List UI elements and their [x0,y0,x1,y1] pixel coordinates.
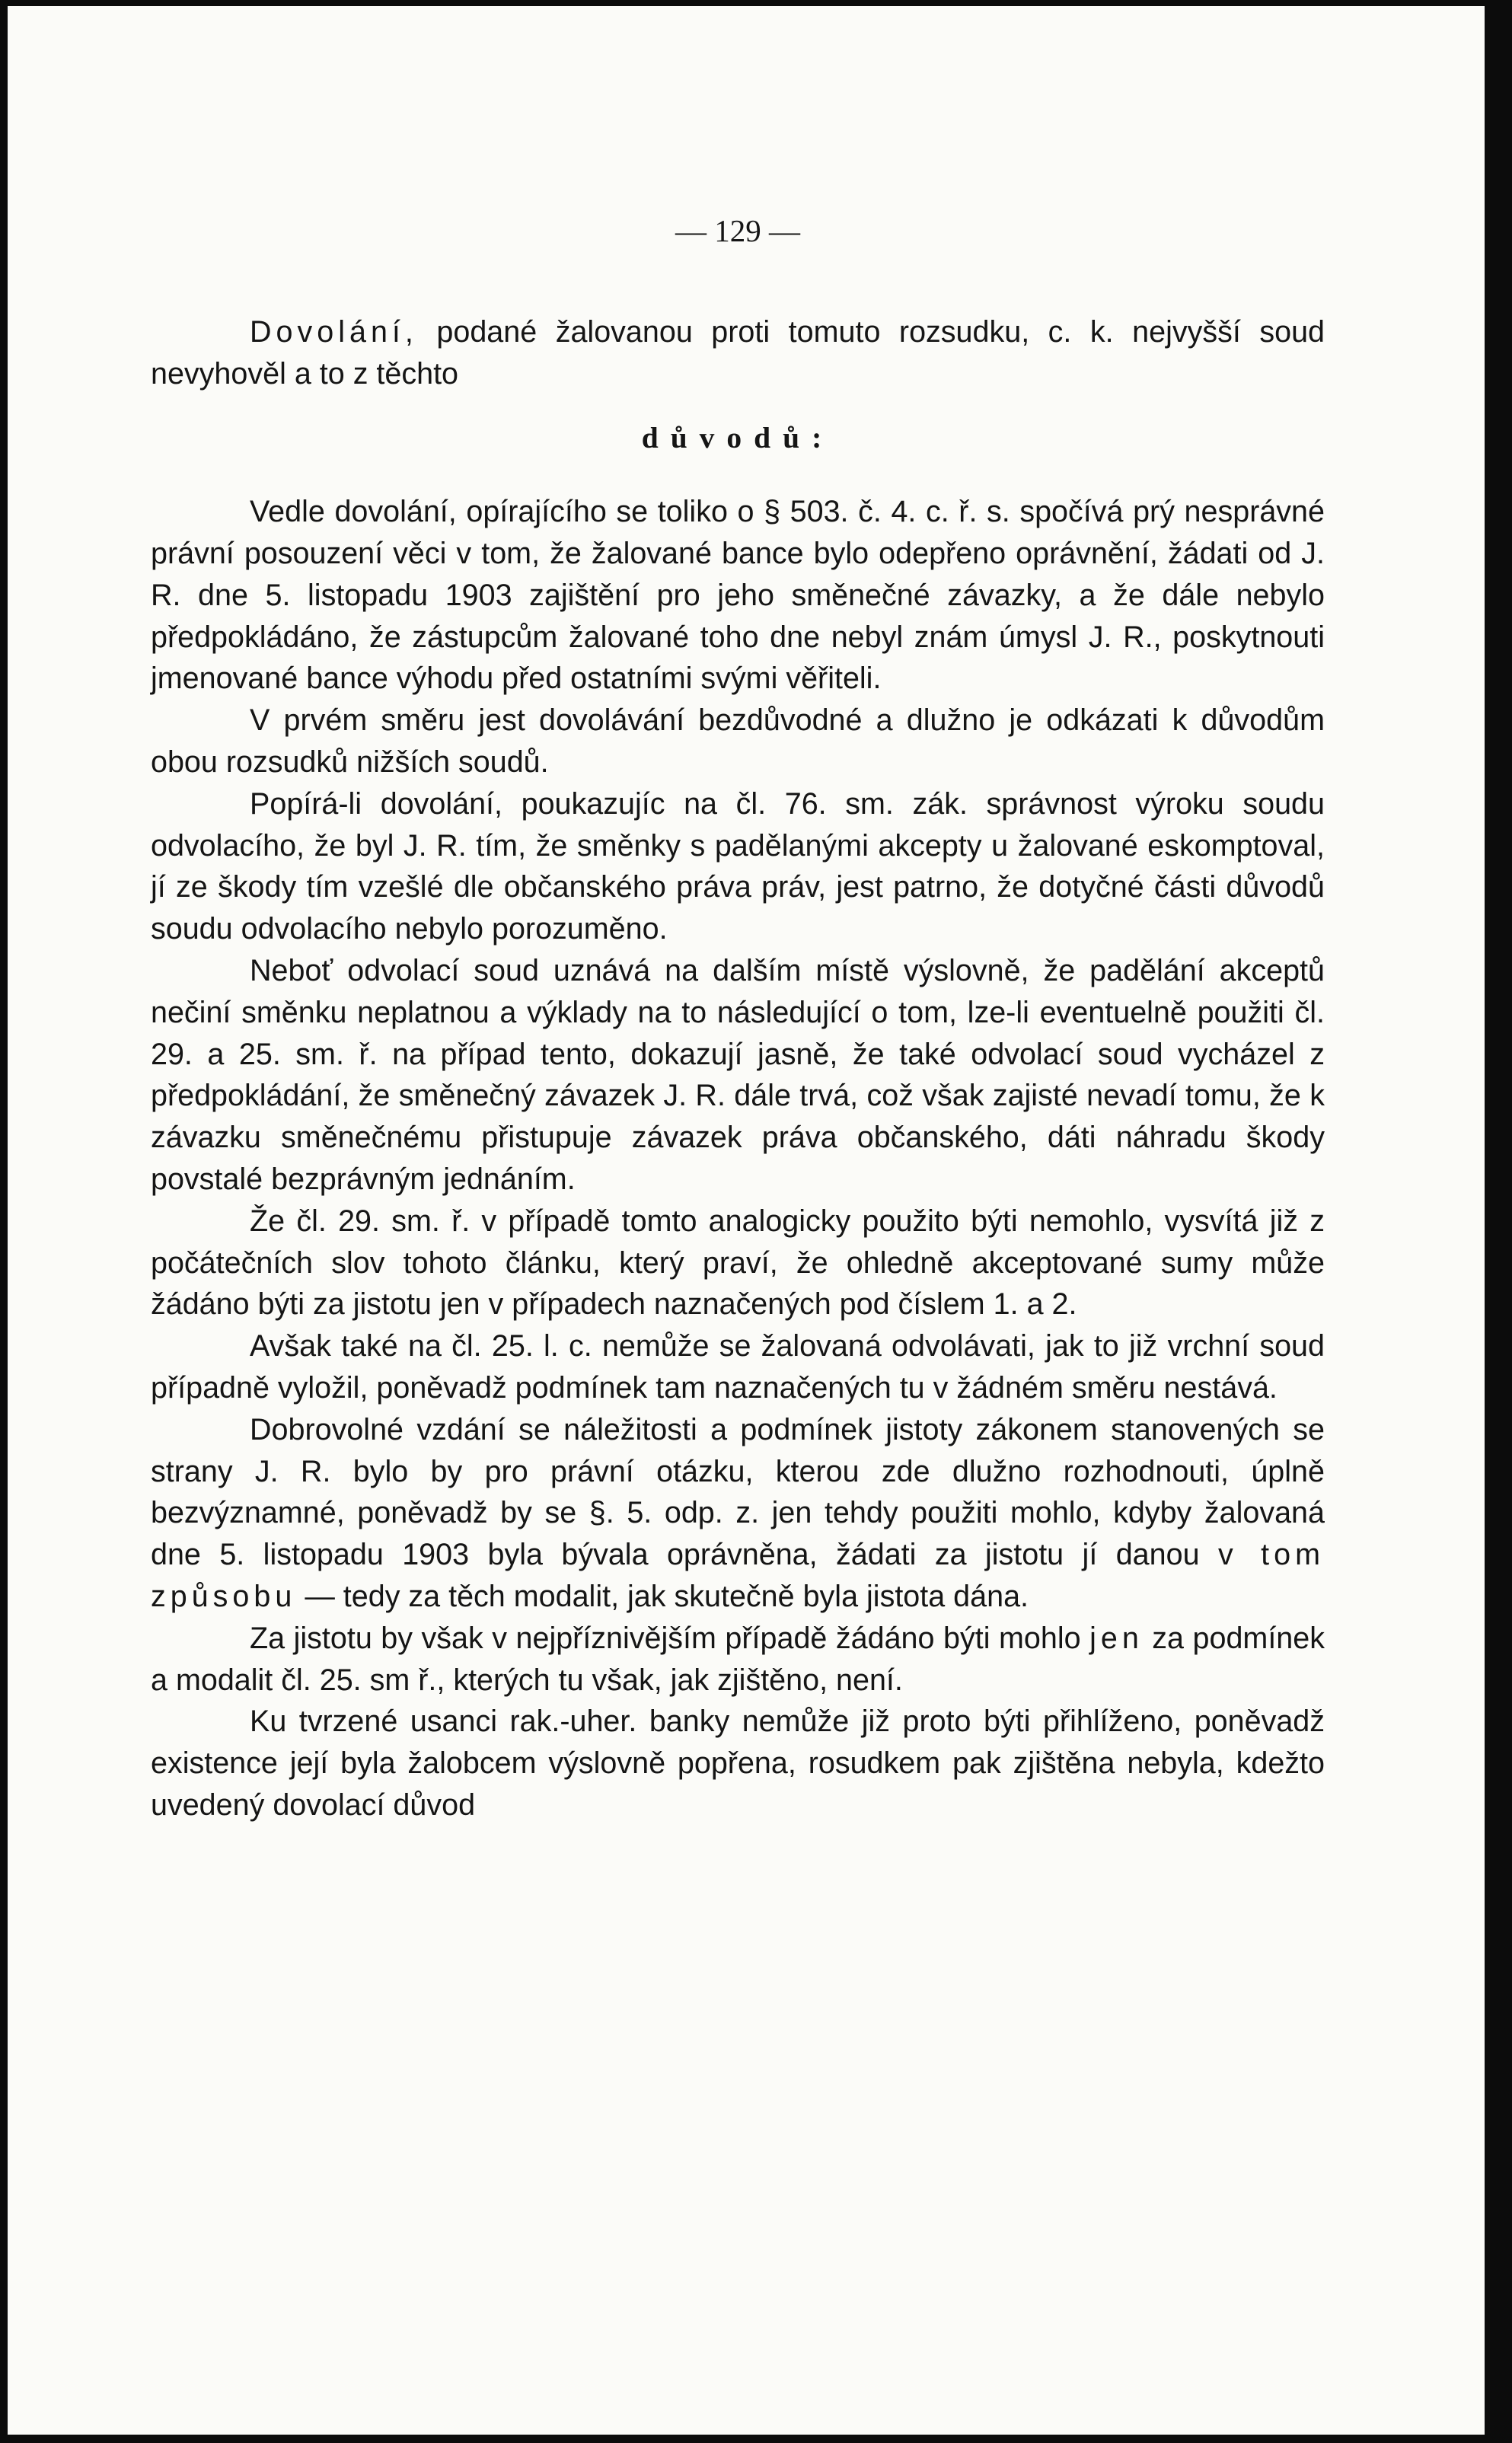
text-column [151,210,1325,1826]
paragraph-2: Vedle dovolání, opírajícího se toliko o § 503. č. 4. c. ř. s. spočívá prý nesprávné právní posouzení věci v tom, že žalované bance bylo odepřeno oprávnění, žádati od J. R. dne 5. listopadu 1903 zajištění pro jeho směnečné závazky, a že dále nebylo předpokládáno, že zástupcům žalované toho dne nebyl znám úmysl J. R., poskytnouti jmenované bance výhodu před ostatními svými věřiteli. [151,495,1325,696]
paragraph-9-text-c: za podmínek a modalit čl. 25. sm ř., kterých tu však, jak zjištěno, není. [151,1621,1325,1697]
book-page [8,6,1485,2435]
paragraph-6: Že čl. 29. sm. ř. v případě tomto analogicky použito býti nemohlo, vysvítá již z počátečních slov tohoto článku, který praví, že ohledně akceptované sumy může žádáno býti za jistotu jen v případech naznačených pod číslem 1. a 2. [151,1204,1325,1322]
paragraph-3: V prvém směru jest dovolávání bezdůvodné a dlužno je odkázati k důvodům obou rozsudků nižších soudů. [151,703,1325,779]
section-heading: důvodů: [641,421,834,455]
paragraph-4: Popírá-li dovolání, poukazujíc na čl. 76. sm. zák. správnost výroku soudu odvolacího, že byl J. R. tím, že směnky s padělanými akcepty u žalované eskomptoval, jí ze škody tím vzešlé dle občanského práva práv, jest patrno, že dotyčné části důvodů soudu odvolacího nebylo porozuměno. [151,786,1325,946]
paragraph-5: Neboť odvolací soud uznává na dalším místě výslovně, že padělání akceptů nečiní směnku neplatnou a výklady na to následující o tom, lze-li eventuelně použiti čl. 29. a 25. sm. ř. na případ tento, dokazují jasně, že také odvolací soud vycházel z předpokládání, že směnečný závazek J. R. dále trvá, což však zajisté nevadí tomu, že k závazku směnečnému přistupuje závazek práva občanského, dáti náhradu škody povstalé bezprávným jednáním. [151,953,1325,1196]
paragraph-1 [151,311,1325,395]
paragraph-10: Ku tvrzené usanci rak.-uher. banky nemůže již proto býti přihlíženo, poněvadž existence její byla žalobcem výslovně popřena, rosudkem pak zjištěna nebyla, kdežto uvedený dovolací důvod [151,1705,1325,1822]
paragraph-1-text: podané žalovanou proti tomuto rozsudku, c. k. nejvyšší soud nevyhověl a to z těchto [151,314,1325,391]
page-number: — 129 — [675,213,800,248]
spaced-emphasis: jen [1089,1621,1144,1655]
paragraph-8-text-c: — tedy za těch modalit, jak skutečně byla jistota dána. [296,1579,1029,1613]
paragraph-9 [151,1618,1325,1701]
spaced-lead-word: Dovolání, [250,314,418,349]
paragraph-7: Avšak také na čl. 25. l. c. nemůže se žalovaná odvolávati, jak to již vrchní soud případně vyložil, poněvadž podmínek tam naznačených tu v žádném směru nestává. [151,1329,1325,1405]
spaced-emphasis: v tom způsobu [151,1538,1325,1613]
paragraph-9-text-a: Za jistotu by však v nejpříznivějším případě žádáno býti mohlo [250,1621,1090,1655]
paragraph-8-text-a: Dobrovolné vzdání se náležitosti a podmínek jistoty zákonem stanovených se strany J. R. bylo by pro právní otázku, kterou zde dlužno rozhodnouti, úplně bezvýznamné, poněvadž by se §. 5. odp. z. jen tehdy použiti mohlo, kdyby žalovaná dne 5. listopadu 1903 byla bývala oprávněna, žádati za jistotu jí danou [151,1412,1325,1572]
paragraph-8 [151,1409,1325,1618]
